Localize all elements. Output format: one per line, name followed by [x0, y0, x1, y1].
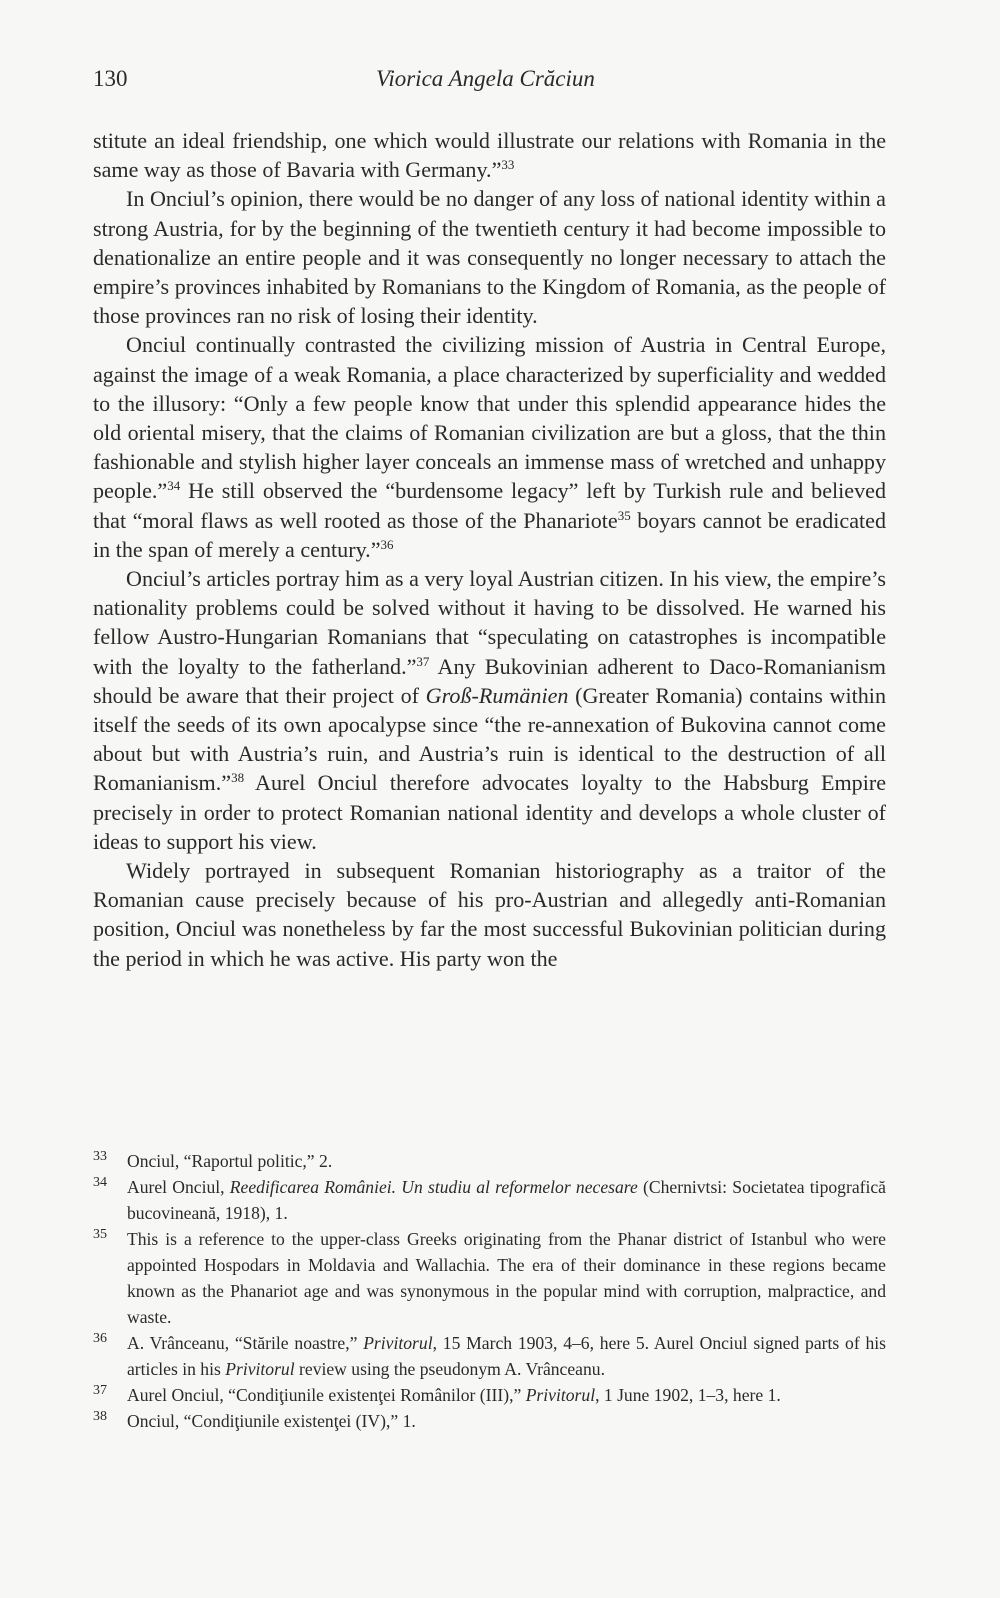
body-paragraph [93, 564, 886, 856]
text-run: Widely portrayed in subsequent Romanian historiography as a traitor of the Romanian cause precisely because of his pro-Austrian and allegedly anti-Romanian position, Onciul was nonetheless by far the most successful Bukovinian politician during the period in which he was active. His party won the [93, 858, 886, 971]
text-run: review using the pseudonym A. Vrânceanu. [294, 1359, 605, 1379]
text-run: (Greater Romania) contains within itself the seeds of its own apocalypse since “the re-annexation of Bukovina cannot come about but with Austria’s ruin, and Austria’s ruin is identical to the destruction of all Romanianism.” [93, 682, 886, 796]
footnote-number: 38 [93, 1409, 107, 1424]
body-paragraph [93, 126, 886, 184]
text-run: Onciul, “Condiţiunile existenţei (IV),” 1. [127, 1411, 416, 1431]
running-head-author: Viorica Angela Crăciun [376, 66, 595, 91]
footnote-number: 35 [93, 1227, 107, 1242]
text-run: In Onciul’s opinion, there would be no danger of any loss of national identity within a strong Austria, for by the beginning of the twentieth century it had become impossible to denationalize an entire people and it was consequently no longer necessary to attach the empire’s provinces inhabited by Romanians to the Kingdom of Romania, as the people of those provinces ran no risk of losing their identity. [93, 186, 886, 329]
text-run: A. Vrânceanu, “Stările noastre,” [127, 1333, 364, 1353]
italic-text: Groß-Rumänien [425, 682, 569, 708]
footnote-number: 36 [93, 1331, 107, 1346]
footnote-number: 33 [93, 1149, 107, 1164]
footnote [93, 1226, 886, 1330]
footnote-number: 37 [93, 1383, 107, 1398]
italic-text: Reedificarea României. Un studiu al reformelor necesare [229, 1177, 638, 1197]
footnote [93, 1174, 886, 1226]
text-run: Aurel Onciul therefore advocates loyalty to the Habsburg Empire precisely in order to protect Romanian national identity and develops a whole cluster of ideas to support his view. [93, 770, 886, 854]
text-run: Onciul continually contrasted the civilizing mission of Austria in Central Europe, against the image of a weak Romania, a place characterized by superficiality and wedded to the illusory: “Only a few people know that under this splendid appearance hides the old oriental misery, that the claims of Romanian civilization are but a gloss, that the thin fashionable and stylish higher layer conceals an immense mass of wretched and unhappy people.” [93, 332, 886, 504]
footnote-reference: 36 [380, 536, 394, 552]
text-run: , 15 March 1903, 4–6, here 5. Aurel Onciul signed parts of his articles in his [127, 1333, 886, 1379]
body-text [93, 126, 886, 973]
text-run: stitute an ideal friendship, one which would illustrate our relations with Romania in the same way as those of Bavaria with Germany.” [93, 128, 886, 183]
footnote-reference: 35 [617, 507, 631, 523]
italic-text: Privitorul [363, 1333, 433, 1353]
body-paragraph [93, 184, 886, 330]
running-head [93, 66, 893, 96]
text-run: Aurel Onciul, [127, 1177, 230, 1197]
footnote [93, 1330, 886, 1382]
italic-text: Privitorul [225, 1359, 295, 1379]
footnote [93, 1148, 886, 1174]
page-number: 130 [93, 66, 128, 91]
body-paragraph [93, 330, 886, 564]
text-run: Onciul’s articles portray him as a very loyal Austrian citizen. In his view, the empire’s nationality problems could be solved without it having to be dissolved. He warned his fellow Austro-Hungarian Romanians that “speculating on catastrophes is incompatible with the loyalty to the fatherland.” [93, 566, 886, 679]
text-run: Onciul, “Raportul politic,” 2. [127, 1151, 333, 1171]
footnote-reference: 33 [501, 157, 515, 173]
text-run: boyars cannot be eradicated in the span of merely a century.” [93, 507, 886, 562]
body-paragraph [93, 856, 886, 973]
text-run: , 1 June 1902, 1–3, here 1. [595, 1385, 781, 1405]
footnote-reference: 34 [167, 478, 181, 494]
text-run: He still observed the “burdensome legacy” left by Turkish rule and believed that “moral flaws as well rooted as those of the Phanariote [93, 478, 886, 533]
footnote-reference: 37 [416, 653, 430, 669]
footnote-number: 34 [93, 1175, 107, 1190]
footnote-reference: 38 [231, 770, 245, 786]
text-run: This is a reference to the upper-class Greeks originating from the Phanar district of Istanbul who were appointed Hospodars in Moldavia and Wallachia. The era of their dominance in these regions became known as the Phanariot age and was synonymous in the popular mind with corruption, malpractice, and waste. [127, 1229, 886, 1327]
text-run: (Chernivtsi: Societatea tipografică bucovineană, 1918), 1. [127, 1177, 886, 1223]
text-run: Aurel Onciul, “Condiţiunile existenţei Românilor (III),” [127, 1385, 526, 1405]
footnote [93, 1408, 886, 1434]
italic-text: Privitorul [525, 1385, 596, 1405]
text-run: Any Bukovinian adherent to Daco-Romanianism should be aware that their project of [93, 653, 886, 708]
footnote [93, 1382, 886, 1408]
footnotes [93, 1148, 886, 1434]
